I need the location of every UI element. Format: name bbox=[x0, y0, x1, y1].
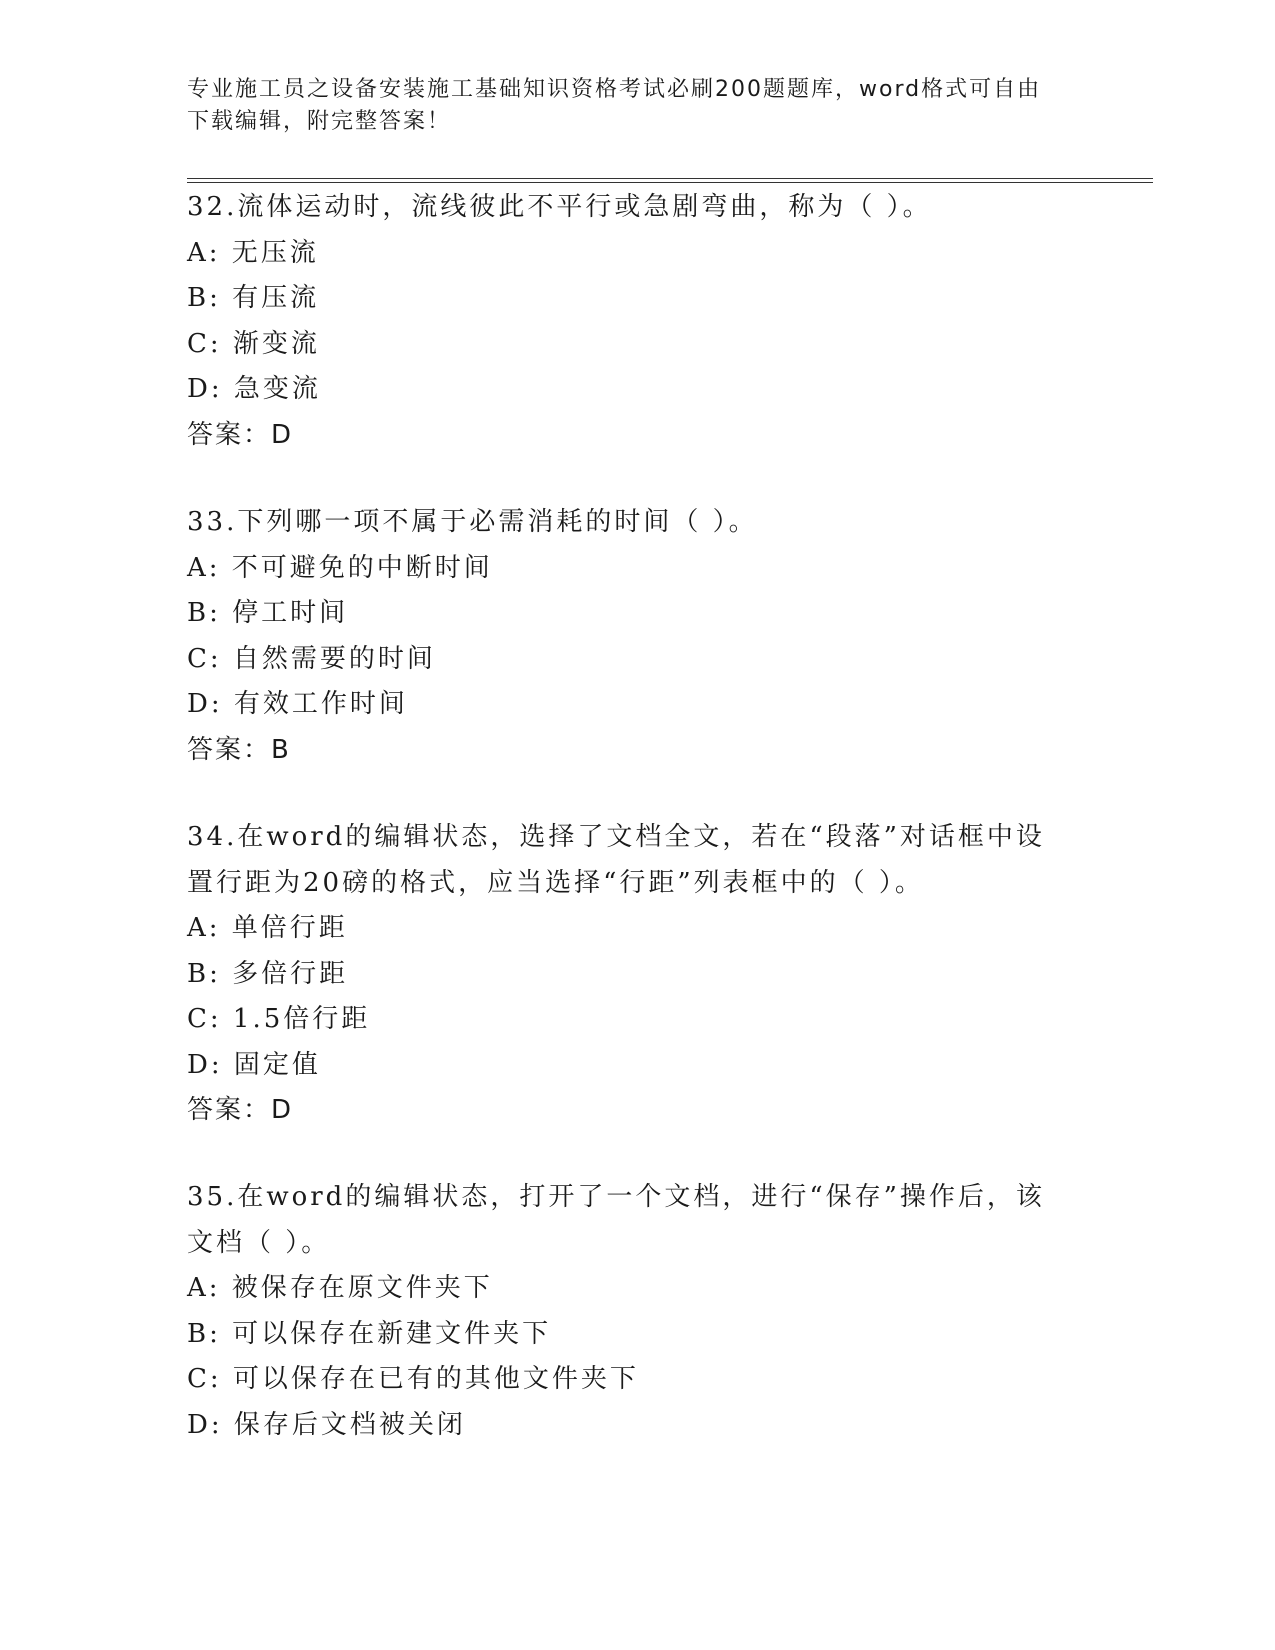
question-33 bbox=[187, 500, 1067, 773]
question-stem-line-1: 35.在word的编辑状态，打开了一个文档，进行“保存”操作后，该 bbox=[187, 1182, 1045, 1212]
option-d: D: 保存后文档被关闭 bbox=[187, 1409, 466, 1440]
option-d: D: 急变流 bbox=[187, 374, 321, 404]
option-a: A: 单倍行距 bbox=[187, 913, 348, 943]
question-stem-line-2: 文档（ ）。 bbox=[187, 1227, 331, 1258]
question-stem-line-1: 34.在word的编辑状态，选择了文档全文，若在“段落”对话框中设 bbox=[187, 822, 1045, 852]
question-stem: 32.流体运动时，流线彼此不平行或急剧弯曲，称为（ ）。 bbox=[187, 192, 932, 222]
option-a: A: 不可避免的中断时间 bbox=[187, 552, 493, 583]
header-divider-bottom bbox=[187, 182, 1153, 183]
question-stem: 33.下列哪一项不属于必需消耗的时间（ ）。 bbox=[187, 507, 758, 537]
option-c: C: 可以保存在已有的其他文件夹下 bbox=[187, 1364, 639, 1394]
option-d: D: 有效工作时间 bbox=[187, 689, 408, 719]
option-c: C: 1.5倍行距 bbox=[187, 1004, 371, 1034]
answer: 答案：D bbox=[187, 1095, 294, 1125]
question-34 bbox=[187, 815, 1067, 1134]
question-32 bbox=[187, 185, 1067, 458]
answer: 答案：B bbox=[187, 734, 291, 765]
option-b: B: 可以保存在新建文件夹下 bbox=[187, 1318, 552, 1349]
option-a: A: 被保存在原文件夹下 bbox=[187, 1273, 493, 1303]
option-b: B: 停工时间 bbox=[187, 598, 349, 628]
option-b: B: 有压流 bbox=[187, 283, 320, 313]
header-line-1: 专业施工员之设备安装施工基础知识资格考试必刷200题题库，word格式可自由 bbox=[187, 77, 1042, 102]
option-b: B: 多倍行距 bbox=[187, 958, 349, 989]
question-35 bbox=[187, 1175, 1067, 1448]
option-c: C: 自然需要的时间 bbox=[187, 643, 436, 674]
answer: 答案：D bbox=[187, 419, 294, 450]
option-c: C: 渐变流 bbox=[187, 328, 320, 359]
option-a: A: 无压流 bbox=[187, 237, 319, 268]
header-divider-top bbox=[187, 178, 1153, 179]
option-d: D: 固定值 bbox=[187, 1049, 321, 1080]
header-line-2: 下载编辑，附完整答案！ bbox=[187, 109, 452, 134]
document-header bbox=[187, 74, 1067, 138]
question-stem-line-2: 置行距为20磅的格式，应当选择“行距”列表框中的（ ）。 bbox=[187, 867, 924, 898]
